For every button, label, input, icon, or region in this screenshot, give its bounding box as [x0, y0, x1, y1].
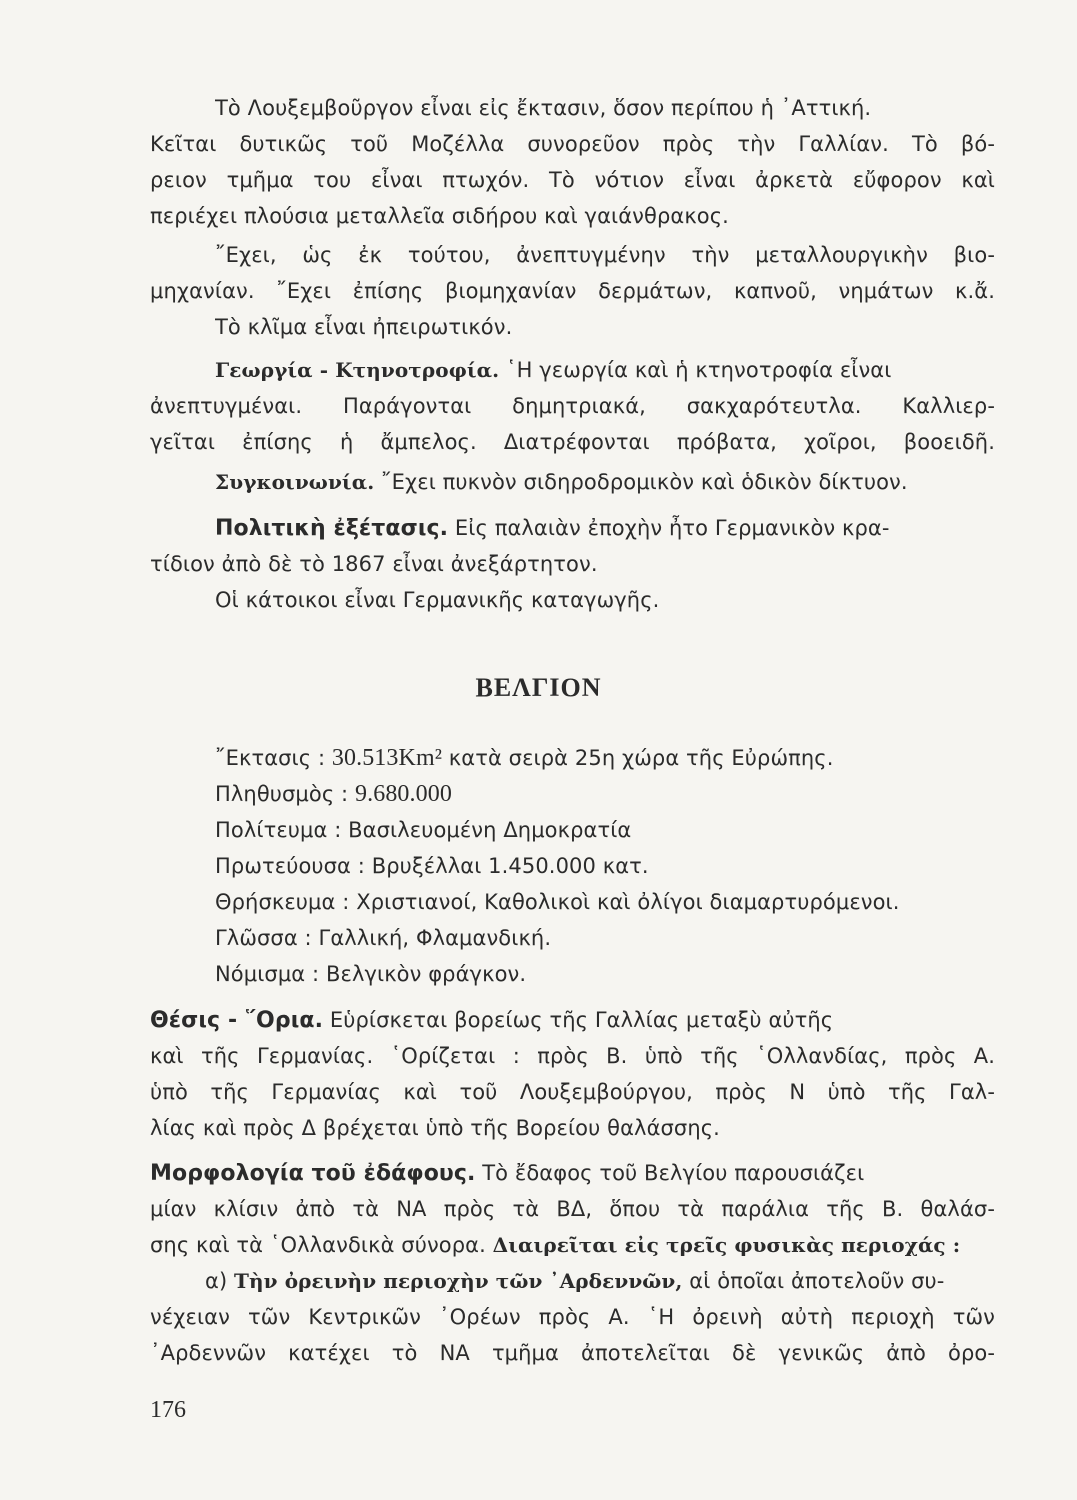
text-line: Κεῖται δυτικῶς τοῦ Μοζέλλα συνορεῦον πρὸς τὴν Γαλλίαν. Τὸ βό- [150, 132, 995, 156]
text-line: Τὸ κλῖμα εἶναι ἠπειρωτικόν. [215, 315, 513, 339]
text-line: καὶ τῆς Γερμανίας. ῾Ορίζεται : πρὸς Β. ὑπὸ τῆς ῾Ολλανδίας, πρὸς Α. [150, 1044, 995, 1068]
info-label: Γλῶσσα : [215, 926, 312, 950]
text-line: τίδιον ἀπὸ δὲ τὸ 1867 εἶναι ἀνεξάρτητον. [150, 552, 598, 576]
section-heading: Θέσις - ῞Ορια. [150, 1008, 324, 1033]
text-line: ῎Εχει πυκνὸν σιδηροδρομικὸν καὶ ὁδικὸν δίκτυον. [381, 470, 908, 494]
text-line: Τὸ Λουξεμβοῦργον εἶναι εἰς ἔκτασιν, ὅσον περίπου ἡ ᾿Αττική. [215, 96, 872, 120]
info-value: 30.513Km² [331, 745, 443, 771]
bold-phrase: Διαιρεῖται εἰς τρεῖς φυσικὰς περιοχάς : [492, 1233, 961, 1257]
info-label: Νόμισμα : [215, 962, 320, 986]
info-label: Πρωτεύουσα : [215, 854, 365, 878]
page-number: 176 [150, 1397, 186, 1423]
info-religion [215, 884, 995, 920]
text-line: ὑπὸ τῆς Γερμανίας καὶ τοῦ Λουξεμβούργου, πρὸς Ν ὑπὸ τῆς Γαλ- [150, 1080, 995, 1104]
text-line: ρειον τμῆμα του εἶναι πτωχόν. Τὸ νότιον εἶναι ἀρκετὰ εὔφορον καὶ [150, 168, 995, 192]
section-heading: Πολιτικὴ ἐξέτασις. [215, 516, 449, 541]
text-line: μίαν κλίσιν ἀπὸ τὰ ΝΑ πρὸς τὰ ΒΔ, ὅπου τὰ παράλια τῆς Β. θαλάσ- [150, 1197, 995, 1221]
info-capital [215, 848, 995, 884]
text-line: ᾿Αρδεννῶν κατέχει τὸ ΝΑ τμῆμα ἀποτελεῖται δὲ γενικῶς ἀπὸ ὀρο- [150, 1341, 995, 1365]
list-marker: α) [205, 1269, 228, 1293]
info-value: 9.680.000 [355, 781, 452, 807]
info-value: Βρυξέλλαι 1.450.000 κατ. [371, 854, 649, 878]
text-line [205, 1263, 995, 1299]
text-line: Τὸ ἔδαφος τοῦ Βελγίου παρουσιάζει [482, 1161, 865, 1185]
text-line: μηχανίαν. ῎Εχει ἐπίσης βιομηχανίαν δερμάτων, καπνοῦ, νημάτων κ.ἄ. [150, 279, 995, 303]
country-title: ΒΕΛΓΙΟΝ [475, 673, 602, 702]
info-label: Πληθυσμὸς : [215, 782, 349, 806]
text-line: Οἱ κάτοικοι εἶναι Γερμανικῆς καταγωγῆς. [215, 588, 660, 612]
info-label: Πολίτευμα : [215, 818, 342, 842]
info-value: Χριστιανοί, Καθολικοὶ καὶ ὀλίγοι διαμαρτυρόμενοι. [356, 890, 900, 914]
section-agriculture [215, 352, 995, 388]
info-value: Γαλλική, Φλαμανδική. [318, 926, 552, 950]
text-line: Εὑρίσκεται βορείως τῆς Γαλλίας μεταξὺ αὐτῆς [329, 1008, 834, 1032]
info-government [215, 812, 995, 848]
info-area [215, 740, 995, 776]
text-line: περιέχει πλούσια μεταλλεῖα σιδήρου καὶ γαιάνθρακος. [150, 204, 729, 228]
info-language [215, 920, 995, 956]
text-line: λίας καὶ πρὸς Δ βρέχεται ὑπὸ τῆς Βορείου θαλάσσης. [150, 1116, 720, 1140]
text-line: γεῖται ἐπίσης ἡ ἄμπελος. Διατρέφονται πρόβατα, χοῖροι, βοοειδῆ. [150, 430, 995, 454]
text-line [150, 1227, 995, 1263]
section-politics [215, 510, 995, 547]
section-heading: Μορφολογία τοῦ ἐδάφους. [150, 1161, 476, 1186]
section-communication [215, 464, 995, 500]
info-population [215, 776, 995, 812]
info-label: ῎Εκτασις : [215, 746, 326, 770]
text-line: νέχειαν τῶν Κεντρικῶν ᾿Ορέων πρὸς Α. ῾Η ὀρεινὴ αὐτὴ περιοχὴ τῶν [150, 1305, 995, 1329]
text-line: ἀνεπτυγμέναι. Παράγονται δημητριακά, σακχαρότευτλα. Καλλιερ- [150, 394, 995, 418]
bold-phrase: Τὴν ὀρεινὴν περιοχὴν τῶν ᾿Αρδεννῶν, [234, 1269, 683, 1293]
text-line: ῾Η γεωργία καὶ ἡ κτηνοτροφία εἶναι [506, 358, 892, 382]
text-span: αἱ ὁποῖαι ἀποτελοῦν συ- [689, 1269, 945, 1293]
text-span: σης καὶ τὰ ῾Ολλανδικὰ σύνορα. [150, 1233, 486, 1257]
section-morphology [150, 1155, 995, 1192]
info-currency [215, 956, 995, 992]
info-value: κατὰ σειρὰ 25η χώρα τῆς Εὐρώπης. [448, 746, 834, 770]
info-value: Βελγικὸν φράγκον. [325, 962, 527, 986]
text-line: Εἰς παλαιὰν ἐποχὴν ἦτο Γερμανικὸν κρα- [454, 516, 890, 540]
section-position [150, 1002, 995, 1039]
info-label: Θρήσκευμα : [215, 890, 350, 914]
section-heading: Συγκοινωνία. [215, 470, 375, 494]
section-heading: Γεωργία - Κτηνοτροφία. [215, 358, 500, 382]
info-value: Βασιλευομένη Δημοκρατία [348, 818, 632, 842]
text-line: ῎Εχει, ὡς ἐκ τούτου, ἀνεπτυγμένην τὴν μεταλλουργικὴν βιο- [215, 243, 995, 267]
